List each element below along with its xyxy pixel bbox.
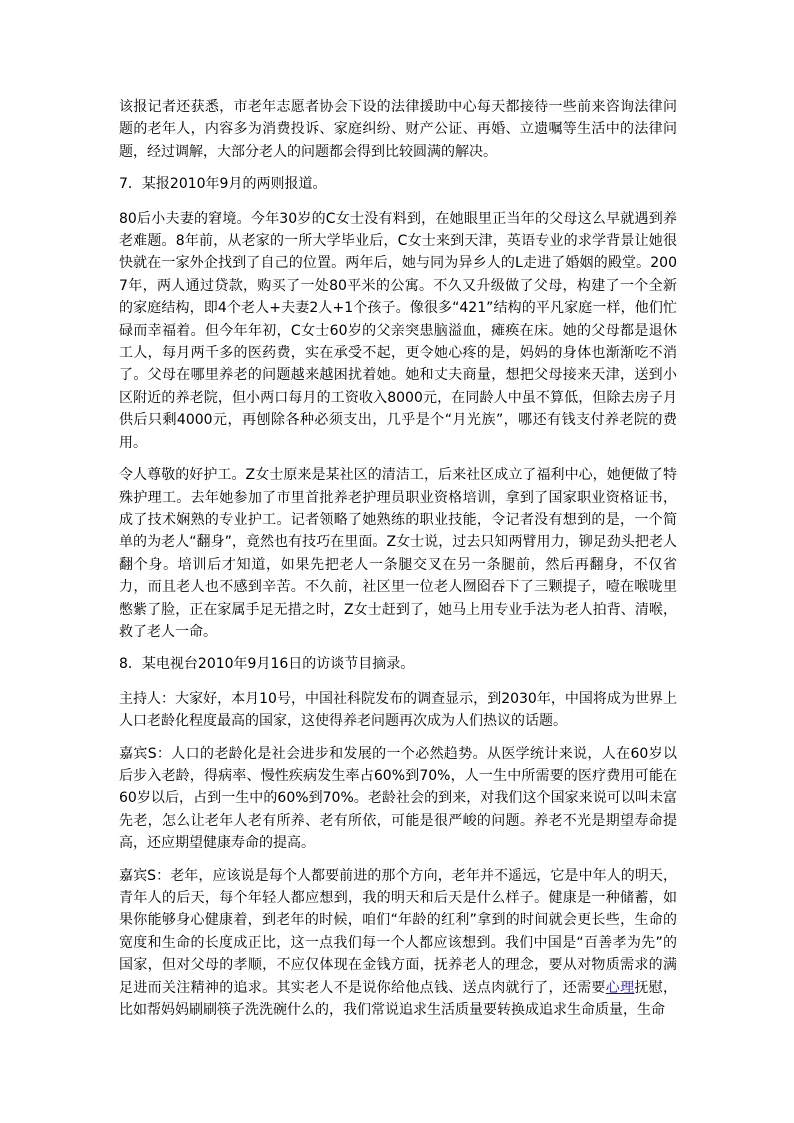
paragraph-couple-dilemma: 80后小夫妻的窘境。今年30岁的C女士没有料到，在她眼里正当年的父母这么早就遇到养老难题。8年前，从老家的一所大学毕业后，C女士来到天津，英语专业的求学背景让她很快就在一家外企找到了自己的位置。两年后，她与同为异乡人的L走进了婚姻的殿堂。2007年，两人通过贷款，购买了一处80平米的公寓。不久又升级做了父母，构建了一个全新的家庭结构，即4个老人+夫妻2人+1个孩子。像很多“421”结构的平凡家庭一样，他们忙碌而幸福着。但今年年初，C女士60岁的父亲突患脑溢血，瘫痪在床。她的父母都是退休工人，每月两千多的医药费，实在承受不起，更令她心疼的是，妈妈的身体也渐渐吃不消了。父母在哪里养老的问题越来越困扰着她。她和丈夫商量，想把父母接来天津，送到小区附近的养老院，但小两口每月的工资收入8000元，在同龄人中虽不算低，但除去房子月供后只剩4000元，再刨除各种必须支出，几乎是个“月光族”，哪还有钱支付养老院的费用。 (119, 210, 677, 451)
paragraph-text-after-link: 抚慰，比如帮妈妈刷刷筷子洗洗碗什么的，我们常说追求生活质量要转换成追求生命质量，生命 (119, 979, 678, 1019)
section-heading-8: 8．某电视台2010年9月16日的访谈节目摘录。 (119, 656, 415, 673)
paragraph-guest-s-2 (119, 865, 677, 1022)
section-heading-7: 7．某报2010年9月的两则报道。 (119, 176, 327, 193)
paragraph-caregiver: 令人尊敬的好护工。Z女士原来是某社区的清洁工，后来社区成立了福利中心，她便做了特殊护理工。去年她参加了市里首批养老护理员职业资格培训，拿到了国家职业资格证书，成了技术娴熟的专业护工。记者领略了她熟练的职业技能，令记者没有想到的是，一个简单的为老人“翻身”，竟然也有技巧在里面。Z女士说，过去只知两臂用力，铆足劲头把老人翻个身。培训后才知道，如果先把老人一条腿交叉在另一条腿前，然后再翻身，不仅省力，而且老人也不感到辛苦。不久前，社区里一位老人囫囵吞下了三颗提子，噎在喉咙里憋紫了脸，正在家属手足无措之时，Z女士赶到了，她马上用专业手法为老人拍背、清喉，救了老人一命。 (119, 467, 677, 640)
paragraph-host: 主持人：大家好，本月10号，中国社科院发布的调查显示，到2030年，中国将成为世界上人口老龄化程度最高的国家，这使得养老问题再次成为人们热议的话题。 (119, 690, 677, 730)
paragraph-legal-aid: 该报记者还获悉，市老年志愿者协会下设的法律援助中心每天都接待一些前来咨询法律问题的老年人，内容多为消费投诉、家庭纠纷、财产公证、再婚、立遗嘱等生活中的法律问题，经过调解，大部分老人的问题都会得到比较圆满的解决。 (119, 99, 677, 160)
document-page (119, 96, 677, 1031)
paragraph-guest-s-1: 嘉宾S：人口的老龄化是社会进步和发展的一个必然趋势。从医学统计来说，人在60岁以后步入老龄，得病率、慢性疾病发生率占60%到70%，人一生中所需要的医疗费用可能在60岁以后，占到一生中的60%到70%。老龄社会的到来，对我们这个国家来说可以叫未富先老，怎么让老年人老有所养、老有所依，可能是很严峻的问题。养老不光是期望寿命提高，还应期望健康寿命的提高。 (119, 745, 677, 852)
paragraph-text-before-link: 嘉宾S：老年，应该说是每个人都要前进的那个方向，老年并不遥远，它是中年人的明天，青年人的后天，每个年轻人都应想到，我的明天和后天是什么样子。健康是一种储蓄，如果你能够身心健康着，到老年的时候，咱们“年龄的红利”拿到的时间就会更长些，生命的宽度和生命的长度成正比，这一点我们每一个人都应该想到。我们中国是“百善孝为先”的国家，但对父母的孝顺，不应仅体现在金钱方面，抚养老人的理念，要从对物质需求的满足进而关注精神的追求。其实老人不是说你给他点钱、送点肉就行了，还需要 (119, 867, 677, 996)
psychology-link[interactable]: 心理 (605, 979, 635, 996)
